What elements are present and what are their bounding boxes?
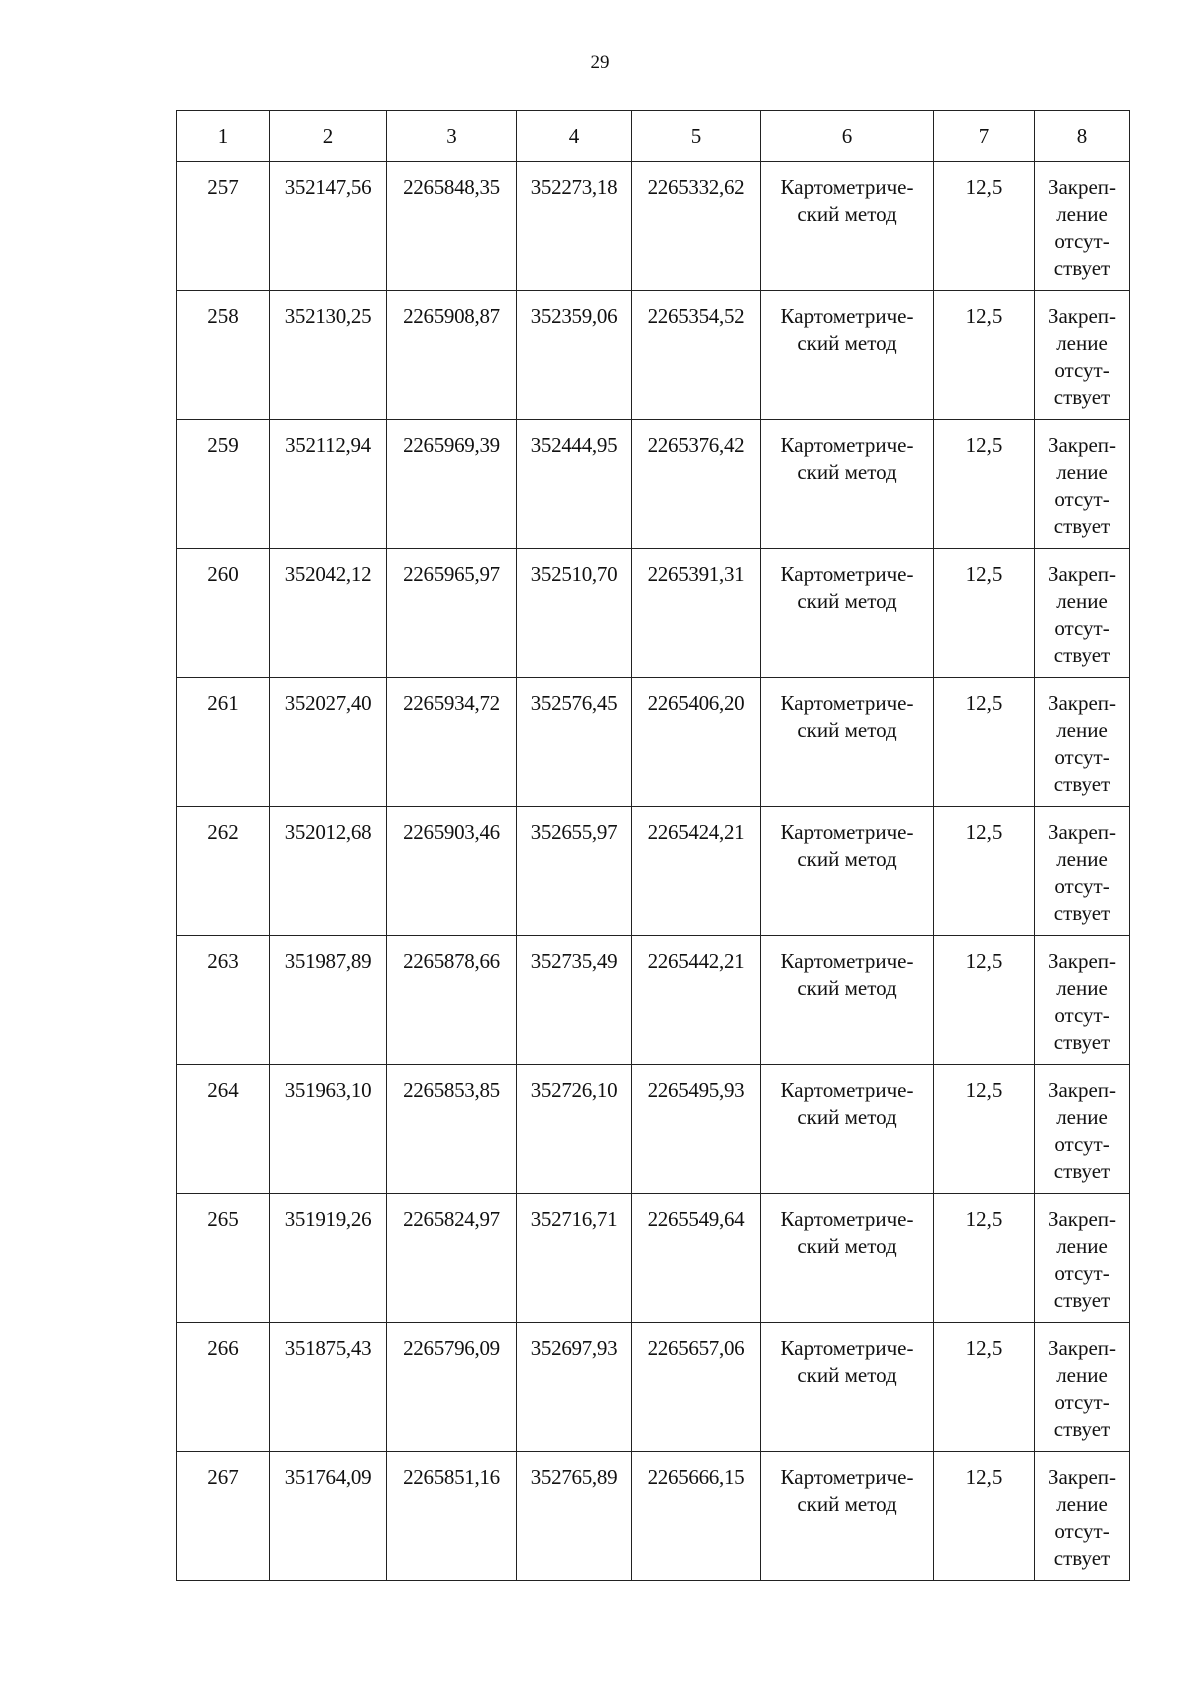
coordinate-cell: 2265853,85 xyxy=(387,1065,517,1194)
coordinate-cell: 352042,12 xyxy=(270,549,387,678)
fixing-text-line: ствует xyxy=(1053,385,1111,409)
method-cell xyxy=(761,936,934,1065)
method-text-line: ский метод xyxy=(797,1363,897,1387)
coordinate-cell: 352444,95 xyxy=(517,420,632,549)
coordinate-cell: 352147,56 xyxy=(270,162,387,291)
column-header: 7 xyxy=(934,111,1035,162)
fixing-text-line: Закреп- xyxy=(1047,1078,1117,1102)
page-number: 29 xyxy=(590,52,610,73)
fixing-text-line: ление xyxy=(1056,847,1108,871)
fixing-text-line: ствует xyxy=(1053,1288,1111,1312)
point-number-cell: 261 xyxy=(177,678,270,807)
method-text-line: ский метод xyxy=(797,331,897,355)
fixing-text-line: ствует xyxy=(1053,1030,1111,1054)
coordinates-table xyxy=(176,110,1130,1581)
coordinate-cell: 352735,49 xyxy=(517,936,632,1065)
method-text-line: ский метод xyxy=(797,1492,897,1516)
coordinate-cell: 352130,25 xyxy=(270,291,387,420)
point-number-cell: 260 xyxy=(177,549,270,678)
coordinate-cell: 2265965,97 xyxy=(387,549,517,678)
method-text-line: ский метод xyxy=(797,589,897,613)
fixing-text-line: Закреп- xyxy=(1047,949,1117,973)
point-number-cell: 266 xyxy=(177,1323,270,1452)
table-row xyxy=(177,162,1130,291)
method-text-line: ский метод xyxy=(797,202,897,226)
coordinate-cell: 2265934,72 xyxy=(387,678,517,807)
fixing-text-line: ление xyxy=(1056,202,1108,226)
table-row xyxy=(177,1194,1130,1323)
method-text-line: Картометриче- xyxy=(780,562,914,586)
table-row xyxy=(177,549,1130,678)
fixing-text-line: ление xyxy=(1056,718,1108,742)
coordinate-cell: 352697,93 xyxy=(517,1323,632,1452)
coordinate-cell: 352510,70 xyxy=(517,549,632,678)
method-cell xyxy=(761,420,934,549)
fixing-text-line: ствует xyxy=(1053,772,1111,796)
fixing-text-line: отсут- xyxy=(1054,1132,1110,1156)
accuracy-cell: 12,5 xyxy=(934,936,1035,1065)
fixing-cell xyxy=(1035,1065,1130,1194)
column-header: 2 xyxy=(270,111,387,162)
fixing-text-line: ствует xyxy=(1053,901,1111,925)
accuracy-cell: 12,5 xyxy=(934,549,1035,678)
fixing-cell xyxy=(1035,1452,1130,1581)
fixing-text-line: ствует xyxy=(1053,1546,1111,1570)
fixing-text-line: отсут- xyxy=(1054,1519,1110,1543)
method-cell xyxy=(761,1194,934,1323)
table-row xyxy=(177,936,1130,1065)
fixing-text-line: Закреп- xyxy=(1047,1465,1117,1489)
accuracy-cell: 12,5 xyxy=(934,1452,1035,1581)
table-header-row xyxy=(177,111,1130,162)
method-cell xyxy=(761,549,934,678)
method-text-line: Картометриче- xyxy=(780,1336,914,1360)
fixing-text-line: Закреп- xyxy=(1047,1207,1117,1231)
fixing-text-line: отсут- xyxy=(1054,745,1110,769)
coordinate-cell: 352012,68 xyxy=(270,807,387,936)
method-text-line: Картометриче- xyxy=(780,691,914,715)
coordinate-cell: 2265442,21 xyxy=(632,936,761,1065)
fixing-text-line: отсут- xyxy=(1054,874,1110,898)
accuracy-cell: 12,5 xyxy=(934,162,1035,291)
coordinate-cell: 351764,09 xyxy=(270,1452,387,1581)
fixing-text-line: ление xyxy=(1056,1234,1108,1258)
coordinate-cell: 352027,40 xyxy=(270,678,387,807)
coordinate-cell: 352273,18 xyxy=(517,162,632,291)
accuracy-cell: 12,5 xyxy=(934,420,1035,549)
fixing-text-line: ление xyxy=(1056,1105,1108,1129)
fixing-text-line: отсут- xyxy=(1054,1261,1110,1285)
coordinate-cell: 2265424,21 xyxy=(632,807,761,936)
fixing-text-line: Закреп- xyxy=(1047,304,1117,328)
point-number-cell: 267 xyxy=(177,1452,270,1581)
coordinate-cell: 2265549,64 xyxy=(632,1194,761,1323)
coordinate-cell: 352765,89 xyxy=(517,1452,632,1581)
fixing-cell xyxy=(1035,291,1130,420)
fixing-text-line: Закреп- xyxy=(1047,1336,1117,1360)
method-cell xyxy=(761,291,934,420)
column-header: 8 xyxy=(1035,111,1130,162)
fixing-text-line: Закреп- xyxy=(1047,562,1117,586)
table-row xyxy=(177,1323,1130,1452)
table-row xyxy=(177,1065,1130,1194)
fixing-text-line: Закреп- xyxy=(1047,691,1117,715)
coordinate-cell: 2265495,93 xyxy=(632,1065,761,1194)
method-text-line: Картометриче- xyxy=(780,949,914,973)
column-header: 4 xyxy=(517,111,632,162)
table-row xyxy=(177,678,1130,807)
fixing-cell xyxy=(1035,807,1130,936)
method-text-line: ский метод xyxy=(797,460,897,484)
fixing-text-line: отсут- xyxy=(1054,1390,1110,1414)
point-number-cell: 257 xyxy=(177,162,270,291)
accuracy-cell: 12,5 xyxy=(934,1194,1035,1323)
coordinate-cell: 2265391,31 xyxy=(632,549,761,678)
coordinate-cell: 351875,43 xyxy=(270,1323,387,1452)
point-number-cell: 258 xyxy=(177,291,270,420)
method-cell xyxy=(761,1452,934,1581)
column-header: 1 xyxy=(177,111,270,162)
fixing-text-line: ление xyxy=(1056,1363,1108,1387)
point-number-cell: 264 xyxy=(177,1065,270,1194)
table-body xyxy=(177,162,1130,1581)
table-row xyxy=(177,420,1130,549)
method-cell xyxy=(761,678,934,807)
coordinate-cell: 351963,10 xyxy=(270,1065,387,1194)
fixing-text-line: ствует xyxy=(1053,256,1111,280)
fixing-cell xyxy=(1035,936,1130,1065)
coordinate-cell: 2265376,42 xyxy=(632,420,761,549)
method-text-line: Картометриче- xyxy=(780,304,914,328)
accuracy-cell: 12,5 xyxy=(934,1323,1035,1452)
coordinate-cell: 2265657,06 xyxy=(632,1323,761,1452)
fixing-text-line: отсут- xyxy=(1054,358,1110,382)
table-row xyxy=(177,807,1130,936)
fixing-text-line: Закреп- xyxy=(1047,175,1117,199)
fixing-text-line: Закреп- xyxy=(1047,433,1117,457)
coordinate-cell: 2265824,97 xyxy=(387,1194,517,1323)
table-row xyxy=(177,1452,1130,1581)
coordinate-cell: 2265908,87 xyxy=(387,291,517,420)
point-number-cell: 262 xyxy=(177,807,270,936)
method-text-line: Картометриче- xyxy=(780,1207,914,1231)
coordinate-cell: 2265878,66 xyxy=(387,936,517,1065)
fixing-cell xyxy=(1035,1194,1130,1323)
method-cell xyxy=(761,807,934,936)
method-text-line: ский метод xyxy=(797,976,897,1000)
accuracy-cell: 12,5 xyxy=(934,291,1035,420)
accuracy-cell: 12,5 xyxy=(934,678,1035,807)
coordinate-cell: 2265332,62 xyxy=(632,162,761,291)
accuracy-cell: 12,5 xyxy=(934,807,1035,936)
accuracy-cell: 12,5 xyxy=(934,1065,1035,1194)
fixing-text-line: ствует xyxy=(1053,1159,1111,1183)
coordinate-cell: 2265796,09 xyxy=(387,1323,517,1452)
coordinate-cell: 2265354,52 xyxy=(632,291,761,420)
method-text-line: Картометриче- xyxy=(780,1465,914,1489)
fixing-text-line: Закреп- xyxy=(1047,820,1117,844)
fixing-text-line: ствует xyxy=(1053,1417,1111,1441)
coordinate-cell: 2265666,15 xyxy=(632,1452,761,1581)
fixing-text-line: отсут- xyxy=(1054,616,1110,640)
coordinate-cell: 352716,71 xyxy=(517,1194,632,1323)
method-text-line: Картометриче- xyxy=(780,175,914,199)
fixing-cell xyxy=(1035,549,1130,678)
point-number-cell: 259 xyxy=(177,420,270,549)
fixing-text-line: ствует xyxy=(1053,643,1111,667)
coordinate-cell: 352726,10 xyxy=(517,1065,632,1194)
fixing-text-line: ление xyxy=(1056,460,1108,484)
method-text-line: Картометриче- xyxy=(780,433,914,457)
method-text-line: ский метод xyxy=(797,847,897,871)
fixing-text-line: отсут- xyxy=(1054,229,1110,253)
method-text-line: ский метод xyxy=(797,1105,897,1129)
fixing-cell xyxy=(1035,1323,1130,1452)
coordinate-cell: 351919,26 xyxy=(270,1194,387,1323)
coordinate-cell: 2265406,20 xyxy=(632,678,761,807)
coordinate-cell: 352112,94 xyxy=(270,420,387,549)
method-text-line: ский метод xyxy=(797,1234,897,1258)
coordinate-cell: 2265848,35 xyxy=(387,162,517,291)
method-text-line: Картометриче- xyxy=(780,1078,914,1102)
fixing-text-line: отсут- xyxy=(1054,1003,1110,1027)
fixing-text-line: ление xyxy=(1056,331,1108,355)
fixing-text-line: ствует xyxy=(1053,514,1111,538)
table-row xyxy=(177,291,1130,420)
coordinate-cell: 352576,45 xyxy=(517,678,632,807)
coordinate-cell: 2265969,39 xyxy=(387,420,517,549)
fixing-text-line: ление xyxy=(1056,1492,1108,1516)
fixing-cell xyxy=(1035,162,1130,291)
method-cell xyxy=(761,162,934,291)
coordinate-cell: 2265903,46 xyxy=(387,807,517,936)
point-number-cell: 263 xyxy=(177,936,270,1065)
coordinate-cell: 351987,89 xyxy=(270,936,387,1065)
fixing-text-line: ление xyxy=(1056,589,1108,613)
point-number-cell: 265 xyxy=(177,1194,270,1323)
fixing-text-line: ление xyxy=(1056,976,1108,1000)
method-text-line: Картометриче- xyxy=(780,820,914,844)
fixing-text-line: отсут- xyxy=(1054,487,1110,511)
fixing-cell xyxy=(1035,420,1130,549)
coordinate-cell: 352655,97 xyxy=(517,807,632,936)
fixing-cell xyxy=(1035,678,1130,807)
column-header: 3 xyxy=(387,111,517,162)
method-text-line: ский метод xyxy=(797,718,897,742)
column-header: 5 xyxy=(632,111,761,162)
coordinate-cell: 352359,06 xyxy=(517,291,632,420)
method-cell xyxy=(761,1323,934,1452)
coordinate-cell: 2265851,16 xyxy=(387,1452,517,1581)
column-header: 6 xyxy=(761,111,934,162)
method-cell xyxy=(761,1065,934,1194)
